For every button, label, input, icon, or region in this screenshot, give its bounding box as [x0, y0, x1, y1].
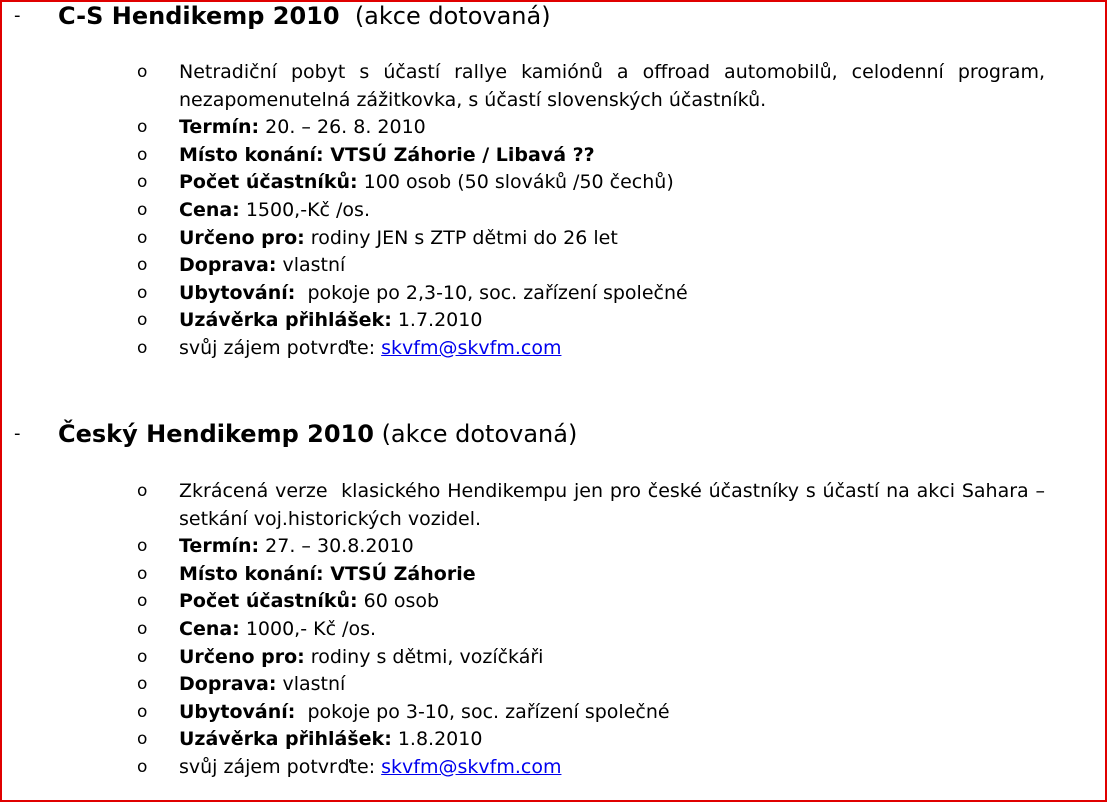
bullet-marker: o [137, 172, 148, 193]
uzaverka-line [179, 726, 1045, 754]
bullet-marker: o [137, 481, 148, 501]
urceno-label: Určeno pro: [179, 645, 305, 668]
doprava-line [179, 252, 1045, 280]
bullet-marker: o [137, 255, 148, 276]
list-item [0, 588, 1107, 616]
section-title [58, 418, 577, 450]
bullet-marker: o [137, 756, 148, 777]
bullet-marker: o [137, 282, 148, 303]
termin-line [179, 114, 1045, 142]
section-title-note: (akce dotovaná) [339, 2, 551, 30]
urceno-line [179, 644, 1045, 672]
urceno-value: rodiny JEN s ZTP dětmi do 26 let [304, 226, 618, 249]
bullet-marker: o [137, 62, 148, 82]
bullet-marker: o [137, 536, 148, 557]
pocet-value: 100 osob (50 slováků /50 čechů) [357, 171, 674, 194]
list-item [0, 280, 1107, 308]
doprava-label: Doprava: [179, 254, 277, 277]
list-item [0, 225, 1107, 253]
pocet-line [179, 588, 1045, 616]
urceno-value: rodiny s dětmi, vozíčkáři [304, 645, 544, 668]
list-item [0, 197, 1107, 225]
bullet-marker: o [137, 591, 148, 612]
list-item [0, 533, 1107, 561]
pocet-value: 60 osob [357, 590, 440, 613]
doprava-value: vlastní [276, 673, 346, 696]
ubytovani-value: pokoje po 3-10, soc. zařízení společné [295, 700, 670, 723]
termin-value: 27. – 30.8.2010 [259, 535, 414, 558]
bullet-marker: o [137, 199, 148, 220]
email-link[interactable]: skvfm@skvfm.com [381, 755, 562, 778]
bullet-marker: o [137, 144, 148, 165]
list-item [0, 644, 1107, 672]
termin-label: Termín: [179, 116, 260, 139]
bullet-marker: o [137, 227, 148, 248]
pocet-label: Počet účastníků: [179, 590, 358, 613]
misto-line [179, 142, 1045, 170]
bullet-marker: o [137, 701, 148, 722]
ubytovani-line [179, 699, 1045, 727]
ubytovani-value: pokoje po 2,3-10, soc. zařízení společné [295, 281, 688, 304]
termin-label: Termín: [179, 535, 260, 558]
bullet-marker: o [137, 337, 148, 358]
cena-line [179, 616, 1045, 644]
list-item [0, 169, 1107, 197]
termin-line [179, 533, 1045, 561]
uzaverka-label: Uzávěrka přihlášek: [179, 728, 392, 751]
list-item [0, 142, 1107, 170]
section-heading-cesky-hendikemp [0, 418, 1107, 450]
dash-marker: - [14, 423, 21, 444]
bullet-marker: o [137, 117, 148, 138]
section-title [58, 0, 551, 32]
list-item [0, 561, 1107, 589]
bullet-marker: o [137, 563, 148, 584]
bullet-marker: o [137, 618, 148, 639]
bullet-marker: o [137, 310, 148, 331]
doprava-label: Doprava: [179, 673, 277, 696]
list-item [0, 726, 1107, 754]
zajem-line [179, 335, 1045, 363]
cena-label: Cena: [179, 617, 240, 640]
section-heading-cs-hendikemp [0, 0, 1107, 32]
ubytovani-label: Ubytování: [179, 700, 296, 723]
list-item [0, 114, 1107, 142]
pocet-line [179, 169, 1045, 197]
misto-line [179, 561, 1045, 589]
cena-value: 1000,- Kč /os. [239, 617, 377, 640]
uzaverka-label: Uzávěrka přihlášek: [179, 309, 392, 332]
email-link[interactable]: skvfm@skvfm.com [381, 336, 562, 359]
list-item [0, 59, 1107, 114]
bullet-marker: o [137, 729, 148, 750]
list-item [0, 754, 1107, 782]
bullet-marker: o [137, 646, 148, 667]
list-item [0, 478, 1107, 533]
cena-label: Cena: [179, 198, 240, 221]
list-item [0, 671, 1107, 699]
misto-label: Místo konání: VTSÚ Záhorie [179, 562, 476, 585]
section-title-bold: Český Hendikemp 2010 [58, 420, 374, 448]
zajem-text: svůj zájem potvrďte: [179, 336, 382, 359]
uzaverka-value: 1.7.2010 [391, 309, 483, 332]
section-list-cs-hendikemp [0, 59, 1107, 363]
list-item [0, 307, 1107, 335]
doprava-value: vlastní [276, 254, 346, 277]
ubytovani-line [179, 280, 1045, 308]
termin-value: 20. – 26. 8. 2010 [259, 116, 426, 139]
cena-value: 1500,-Kč /os. [239, 198, 370, 221]
event-description: Netradiční pobyt s účastí rallye kamiónů a offroad automobilů, celodenní program, nezapomenutelná zážitkovka, s účastí slovenských účastníků. [179, 61, 1045, 111]
uzaverka-line [179, 307, 1045, 335]
zajem-text: svůj zájem potvrďte: [179, 755, 382, 778]
uzaverka-value: 1.8.2010 [391, 728, 483, 751]
bullet-marker: o [137, 674, 148, 695]
list-item [0, 335, 1107, 363]
doprava-line [179, 671, 1045, 699]
ubytovani-label: Ubytování: [179, 281, 296, 304]
list-item [0, 252, 1107, 280]
list-item [0, 616, 1107, 644]
urceno-line [179, 225, 1045, 253]
urceno-label: Určeno pro: [179, 226, 305, 249]
section-title-note: (akce dotovaná) [373, 420, 578, 448]
list-item [0, 699, 1107, 727]
misto-label: Místo konání: VTSÚ Záhorie / Libavá ?? [179, 143, 595, 166]
cena-line [179, 197, 1045, 225]
section-list-cesky-hendikemp [0, 478, 1107, 782]
event-description: Zkrácená verze klasického Hendikempu jen pro české účastníky s účastí na akci Sahara – setkání voj.historických vozidel. [179, 480, 1052, 530]
dash-marker: - [14, 5, 21, 26]
section-title-bold: C-S Hendikemp 2010 [58, 2, 340, 30]
pocet-label: Počet účastníků: [179, 171, 358, 194]
zajem-line [179, 754, 1045, 782]
